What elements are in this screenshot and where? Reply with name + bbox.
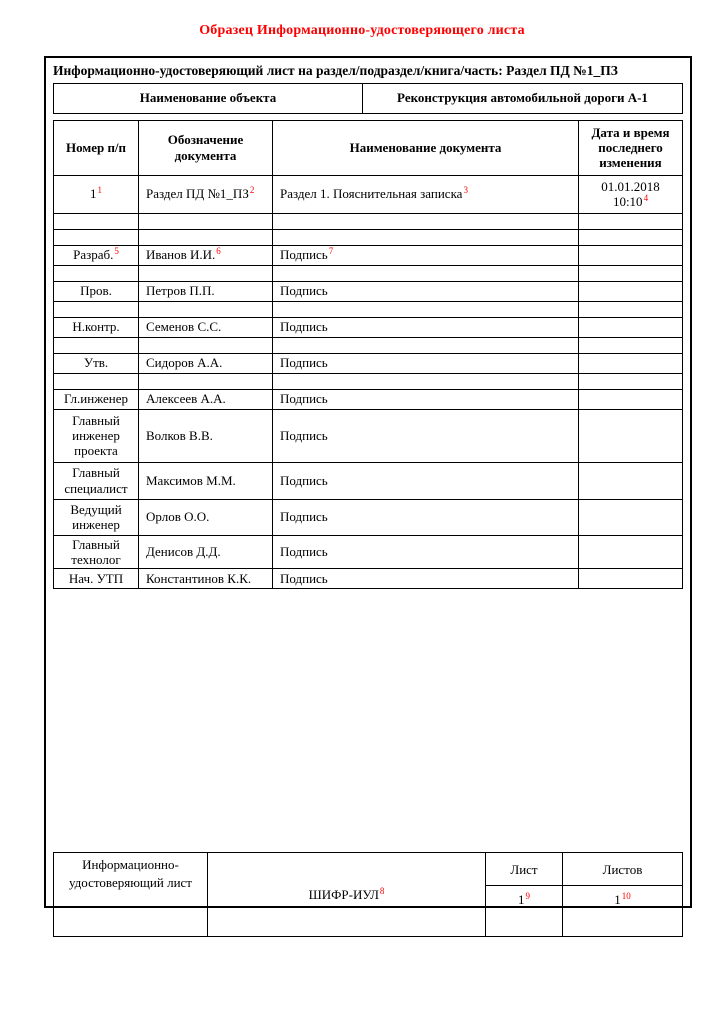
signature-cell (273, 281, 579, 301)
sheet-header-line: Информационно-удостоверяющий лист на раздел/подраздел/книга/часть: Раздел ПД №1_ПЗ (53, 63, 618, 78)
footnote-ref-9: 9 (525, 890, 530, 901)
empty-row (54, 301, 683, 317)
signature-row (54, 409, 683, 462)
role-label: Нач. УТП (68, 571, 124, 587)
sheets-label: Листов (563, 853, 683, 886)
name-cell (139, 569, 273, 589)
name-cell (139, 245, 273, 265)
empty-cell (579, 213, 683, 229)
signature-cell (273, 353, 579, 373)
role-label: Разраб. (73, 247, 114, 263)
signature-label: Подпись (280, 571, 328, 587)
footer-header-row (54, 853, 683, 886)
person-name: Семенов С.С. (146, 319, 222, 335)
signature-cell (273, 389, 579, 409)
sheet-frame (44, 56, 692, 908)
signature-label: Подпись (280, 319, 328, 335)
signature-cell (273, 317, 579, 337)
name-cell (139, 409, 273, 462)
signature-cell (273, 535, 579, 569)
sheet-value: 1 (518, 892, 525, 908)
person-name: Константинов К.К. (146, 571, 252, 587)
person-name: Денисов Д.Д. (146, 544, 221, 560)
empty-cell (273, 373, 579, 389)
empty-cell (139, 337, 273, 353)
role-cell (54, 389, 139, 409)
cipher-label: ШИФР-ИУЛ (308, 887, 379, 903)
empty-row (54, 265, 683, 281)
col-header-doc-name: Наименование документа (273, 120, 579, 175)
empty-row (54, 373, 683, 389)
doc-name: Раздел 1. Пояснительная записка (280, 186, 463, 202)
empty-cell (579, 373, 683, 389)
role-cell (54, 462, 139, 499)
signature-cell (273, 409, 579, 462)
name-cell (139, 317, 273, 337)
signature-label: Подпись (280, 355, 328, 371)
role-cell (54, 409, 139, 462)
signature-label: Подпись (280, 247, 328, 263)
doc-number-cell (54, 175, 139, 213)
col-header-designation: Обозначение документа (139, 120, 273, 175)
object-name-label: Наименование объекта (54, 83, 363, 113)
role-cell (54, 245, 139, 265)
footnote-ref-6: 6 (216, 246, 221, 257)
signature-label: Подпись (280, 544, 328, 560)
table-header-row (54, 120, 683, 175)
role-label: Пров. (80, 283, 112, 299)
date-cell (579, 535, 683, 569)
empty-cell (579, 265, 683, 281)
name-cell (139, 535, 273, 569)
empty-cell (579, 337, 683, 353)
date-cell (579, 353, 683, 373)
empty-cell (139, 265, 273, 281)
empty-row (54, 229, 683, 245)
role-cell (54, 353, 139, 373)
signature-label: Подпись (280, 391, 328, 407)
doc-designation: Раздел ПД №1_ПЗ (146, 186, 249, 202)
empty-cell (273, 265, 579, 281)
signature-row (54, 462, 683, 499)
empty-cell (273, 229, 579, 245)
name-cell (139, 499, 273, 535)
empty-cell (139, 229, 273, 245)
role-cell (54, 281, 139, 301)
signature-row (54, 535, 683, 569)
signature-row (54, 353, 683, 373)
empty-cell (54, 373, 139, 389)
signature-cell (273, 569, 579, 589)
footer-cipher-cell (208, 853, 486, 937)
signature-cell (273, 462, 579, 499)
empty-cell (139, 213, 273, 229)
object-row (54, 83, 683, 113)
empty-row (54, 213, 683, 229)
signature-row (54, 317, 683, 337)
person-name: Петров П.П. (146, 283, 215, 299)
empty-cell (579, 229, 683, 245)
signature-cell (273, 499, 579, 535)
person-name: Максимов М.М. (146, 472, 236, 488)
empty-cell (54, 229, 139, 245)
role-label: Утв. (83, 355, 109, 371)
footnote-ref-10: 10 (621, 890, 631, 901)
role-cell (54, 317, 139, 337)
name-cell (139, 389, 273, 409)
empty-cell (139, 301, 273, 317)
signature-row (54, 281, 683, 301)
person-name: Сидоров А.А. (146, 355, 223, 371)
object-table (53, 83, 683, 114)
name-cell (139, 462, 273, 499)
sheets-value-cell (563, 886, 683, 937)
role-label: Главный специалист (64, 465, 128, 496)
doc-designation-cell (139, 175, 273, 213)
role-label: Н.контр. (72, 319, 120, 335)
document-title: Образец Информационно-удостоверяющего листа (199, 23, 525, 38)
doc-time: 10:10 (612, 194, 643, 210)
name-cell (139, 281, 273, 301)
date-cell (579, 569, 683, 589)
role-cell (54, 535, 139, 569)
footer-table (53, 852, 683, 937)
role-label: Главный инженер проекта (72, 412, 120, 459)
signature-row (54, 245, 683, 265)
date-cell (579, 499, 683, 535)
footnote-ref-2: 2 (249, 185, 255, 196)
role-label: Главный технолог (71, 536, 121, 567)
date-cell (579, 462, 683, 499)
footer-doc-type: Информационно-удостоверяющий лист (54, 853, 208, 937)
footnote-ref-7: 7 (328, 246, 334, 257)
empty-cell (54, 265, 139, 281)
footnote-ref-3: 3 (463, 185, 468, 196)
date-cell (579, 281, 683, 301)
signature-cell (273, 245, 579, 265)
doc-date: 01.01.2018 (601, 178, 660, 194)
date-cell (579, 317, 683, 337)
person-name: Иванов И.И. (146, 247, 216, 263)
date-cell (579, 409, 683, 462)
sheet-value-cell (486, 886, 563, 937)
signature-label: Подпись (280, 472, 328, 488)
doc-number: 1 (90, 186, 97, 202)
doc-date-cell (579, 175, 683, 213)
signature-label: Подпись (280, 427, 328, 443)
date-cell (579, 389, 683, 409)
name-cell (139, 353, 273, 373)
person-name: Волков В.В. (146, 427, 213, 443)
empty-cell (139, 373, 273, 389)
person-name: Алексеев А.А. (146, 391, 226, 407)
col-header-date: Дата и время последнего изменения (579, 120, 683, 175)
empty-area (53, 589, 683, 852)
signature-label: Подпись (280, 509, 328, 525)
signature-label: Подпись (280, 283, 328, 299)
empty-cell (54, 213, 139, 229)
empty-cell (54, 301, 139, 317)
empty-cell (273, 301, 579, 317)
footnote-ref-1: 1 (97, 185, 102, 196)
sheets-value: 1 (614, 892, 621, 908)
footnote-ref-4: 4 (643, 192, 649, 203)
role-cell (54, 499, 139, 535)
footnote-ref-8: 8 (379, 885, 385, 896)
person-name: Орлов О.О. (146, 509, 210, 525)
role-label: Гл.инженер (64, 391, 128, 407)
role-cell (54, 569, 139, 589)
empty-cell (54, 337, 139, 353)
signature-row (54, 569, 683, 589)
date-cell (579, 245, 683, 265)
empty-cell (273, 213, 579, 229)
object-name-value: Реконструкция автомобильной дороги А-1 (363, 83, 683, 113)
document-table (53, 120, 683, 590)
footnote-ref-5: 5 (114, 246, 119, 257)
empty-cell (273, 337, 579, 353)
signature-row (54, 389, 683, 409)
sheet-body (53, 83, 683, 938)
empty-row (54, 337, 683, 353)
document-row (54, 175, 683, 213)
empty-cell (579, 301, 683, 317)
role-label: Ведущий инженер (70, 501, 122, 533)
doc-name-cell (273, 175, 579, 213)
signature-row (54, 499, 683, 535)
col-header-number: Номер п/п (54, 120, 139, 175)
sheet-label: Лист (486, 853, 563, 886)
